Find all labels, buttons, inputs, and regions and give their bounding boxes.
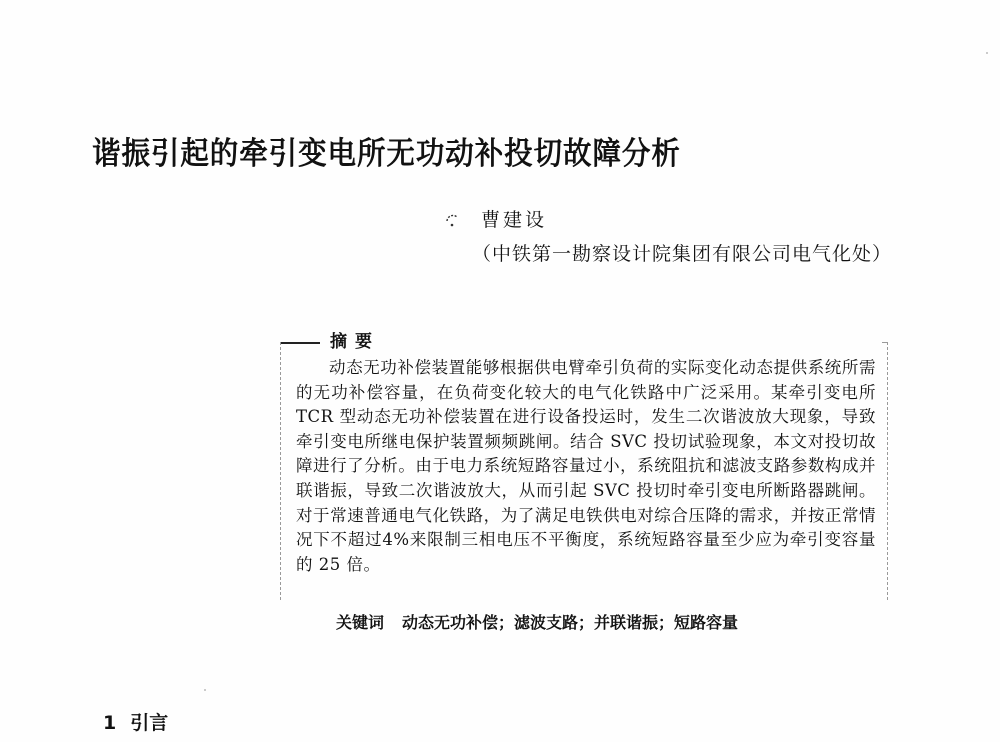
abstract-heading-rule (280, 342, 320, 344)
author-name: 曹建设 (481, 209, 548, 231)
abstract-body: 动态无功补偿装置能够根据供电臂牵引负荷的实际变化动态提供系统所需的无功补偿容量，在负荷变化较大的电气化铁路中广泛采用。某牵引变电所 TCR 型动态无功补偿装置在进行设备投运时，发生二次谐波放大现象，导致牵引变电所继电保护装置频频跳闸。结合 SVC 投切试验现象，本文对投切故障进行了分析。由于电力系统短路容量过小，系统阻抗和滤波支路参数构成并联谐振，导致二次谐波放大，从而引起 SVC 投切时牵引变电所断路器跳闸。对于常速普通电气化铁路，为了满足电铁供电对综合压降的需求，并按正常情况下不超过4%来限制三相电压不平衡度，系统短路容量至少应为牵引变容量的 25 倍。 (296, 358, 876, 574)
keywords-list: 动态无功补偿；滤波支路；并联谐振；短路容量 (402, 613, 739, 632)
abstract-right-border (887, 342, 888, 600)
keywords-line (336, 611, 738, 635)
author-marker-icon (443, 212, 463, 232)
section-heading (103, 710, 168, 736)
section-number: 1 (103, 712, 117, 734)
scan-speck (204, 689, 206, 691)
author-affiliation: （中铁第一勘察设计院集团有限公司电气化处） (472, 243, 893, 265)
keywords-label: 关键词 (336, 613, 385, 632)
abstract-left-border (280, 342, 281, 600)
scan-speck (986, 52, 988, 54)
paper-title: 谐振引起的牵引变电所无功动补投切故障分析 (92, 136, 681, 172)
section-title: 引言 (130, 712, 169, 734)
abstract-box (280, 332, 888, 600)
abstract-heading: 摘要 (330, 332, 380, 352)
